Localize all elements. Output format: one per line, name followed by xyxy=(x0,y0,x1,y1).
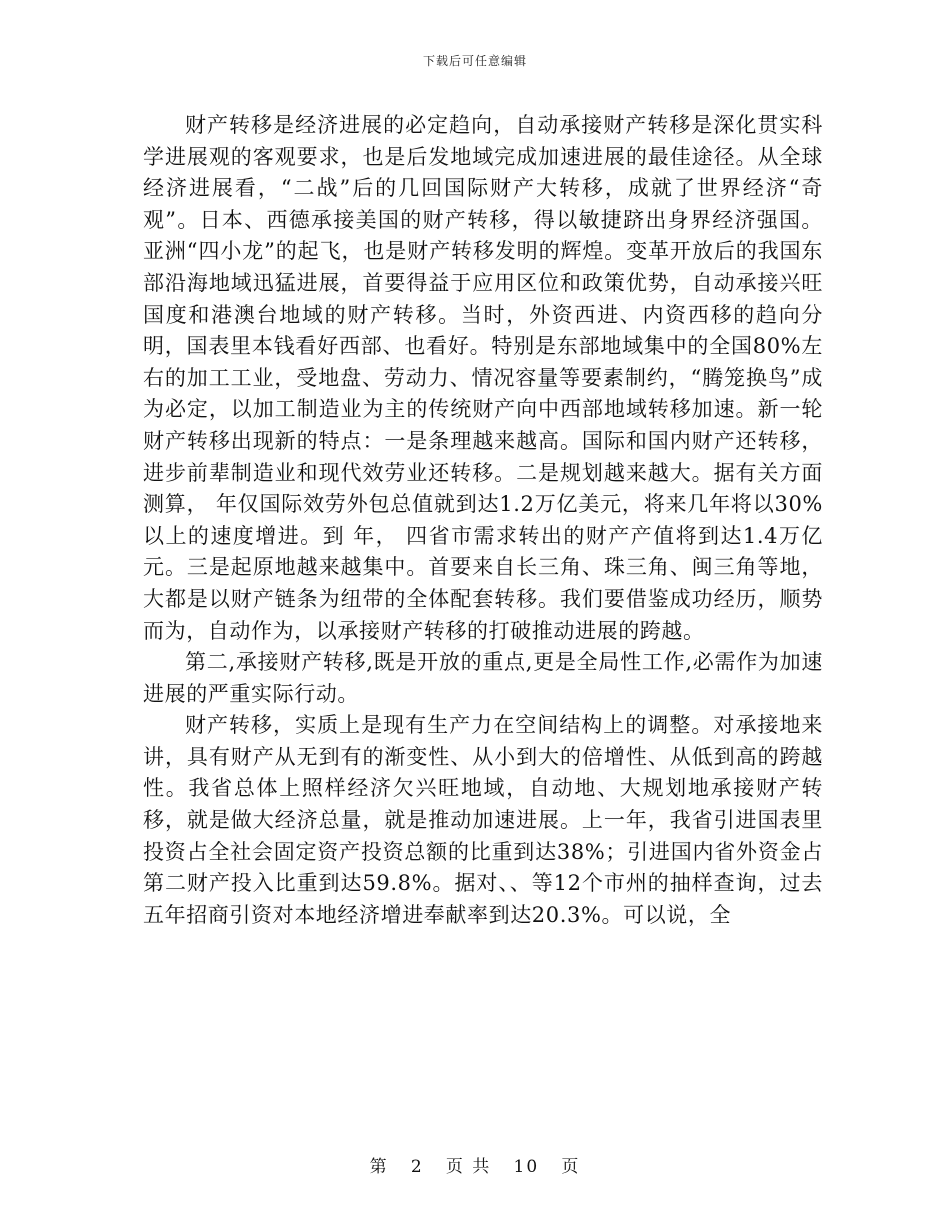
paragraph-1: 财产转移是经济进展的必定趋向，自动承接财产转移是深化贯实科学进展观的客观要求，也是后发地域完成加速进展的最佳途径。从全球经济进展看，“二战”后的几回国际财产大转移，成就了世界经济“奇观”。日本、西德承接美国的财产转移，得以敏捷跻出身界经济强国。亚洲“四小龙”的起飞，也是财产转移发明的辉煌。变革开放后的我国东部沿海地域迅猛进展，首要得益于应用区位和政策优势，自动承接兴旺国度和港澳台地域的财产转移。当时，外资西进、内资西移的趋向分明，国表里本钱看好西部、也看好。特别是东部地域集中的全国80%左右的加工工业，受地盘、劳动力、情况容量等要素制约，“腾笼换鸟”成为必定，以加工制造业为主的传统财产向中西部地域转移加速。新一轮财产转移出现新的特点：一是条理越来越高。国际和国内财产还转移，进步前辈制造业和现代效劳业还转移。二是规划越来越大。据有关方面测算， 年仅国际效劳外包总值就到达1.2万亿美元，将来几年将以30%以上的速度增进。到 年， 四省市需求转出的财产产值将到达1.4万亿元。三是起原地越来越集中。首要来自长三角、珠三角、闽三角等地，大都是以财产链条为纽带的全体配套转移。我们要借鉴成功经历，顺势而为，自动作为，以承接财产转移的打破推动进展的跨越。 xyxy=(143,113,823,643)
footer-suffix: 页 xyxy=(561,1157,581,1177)
paragraph-2: 第二,承接财产转移,既是开放的重点,更是全局性工作,必需作为加速进展的严重实际行动。 xyxy=(143,650,823,706)
document-body xyxy=(143,110,823,931)
page-footer xyxy=(0,1152,950,1177)
page-header: 下载后可任意编辑 xyxy=(422,54,527,68)
footer-middle: 页 共 xyxy=(445,1157,492,1177)
footer-prefix: 第 xyxy=(369,1157,389,1177)
footer-total-pages: 10 xyxy=(513,1157,540,1177)
paragraph-3: 财产转移，实质上是现有生产力在空间结构上的调整。对承接地来讲，具有财产从无到有的渐变性、从小到大的倍增性、从低到高的跨越性。我省总体上照样经济欠兴旺地域，自动地、大规划地承接财产转移，就是做大经济总量，就是推动加速进展。上一年，我省引进国表里投资占全社会固定资产投资总额的比重到达38%；引进国内省外资金占第二财产投入比重到达59.8%。据对、、等12个市州的抽样查询，过去五年招商引资对本地经济增进奉献率到达20.3%。可以说，全 xyxy=(143,713,823,927)
footer-current-page: 2 xyxy=(410,1157,424,1177)
